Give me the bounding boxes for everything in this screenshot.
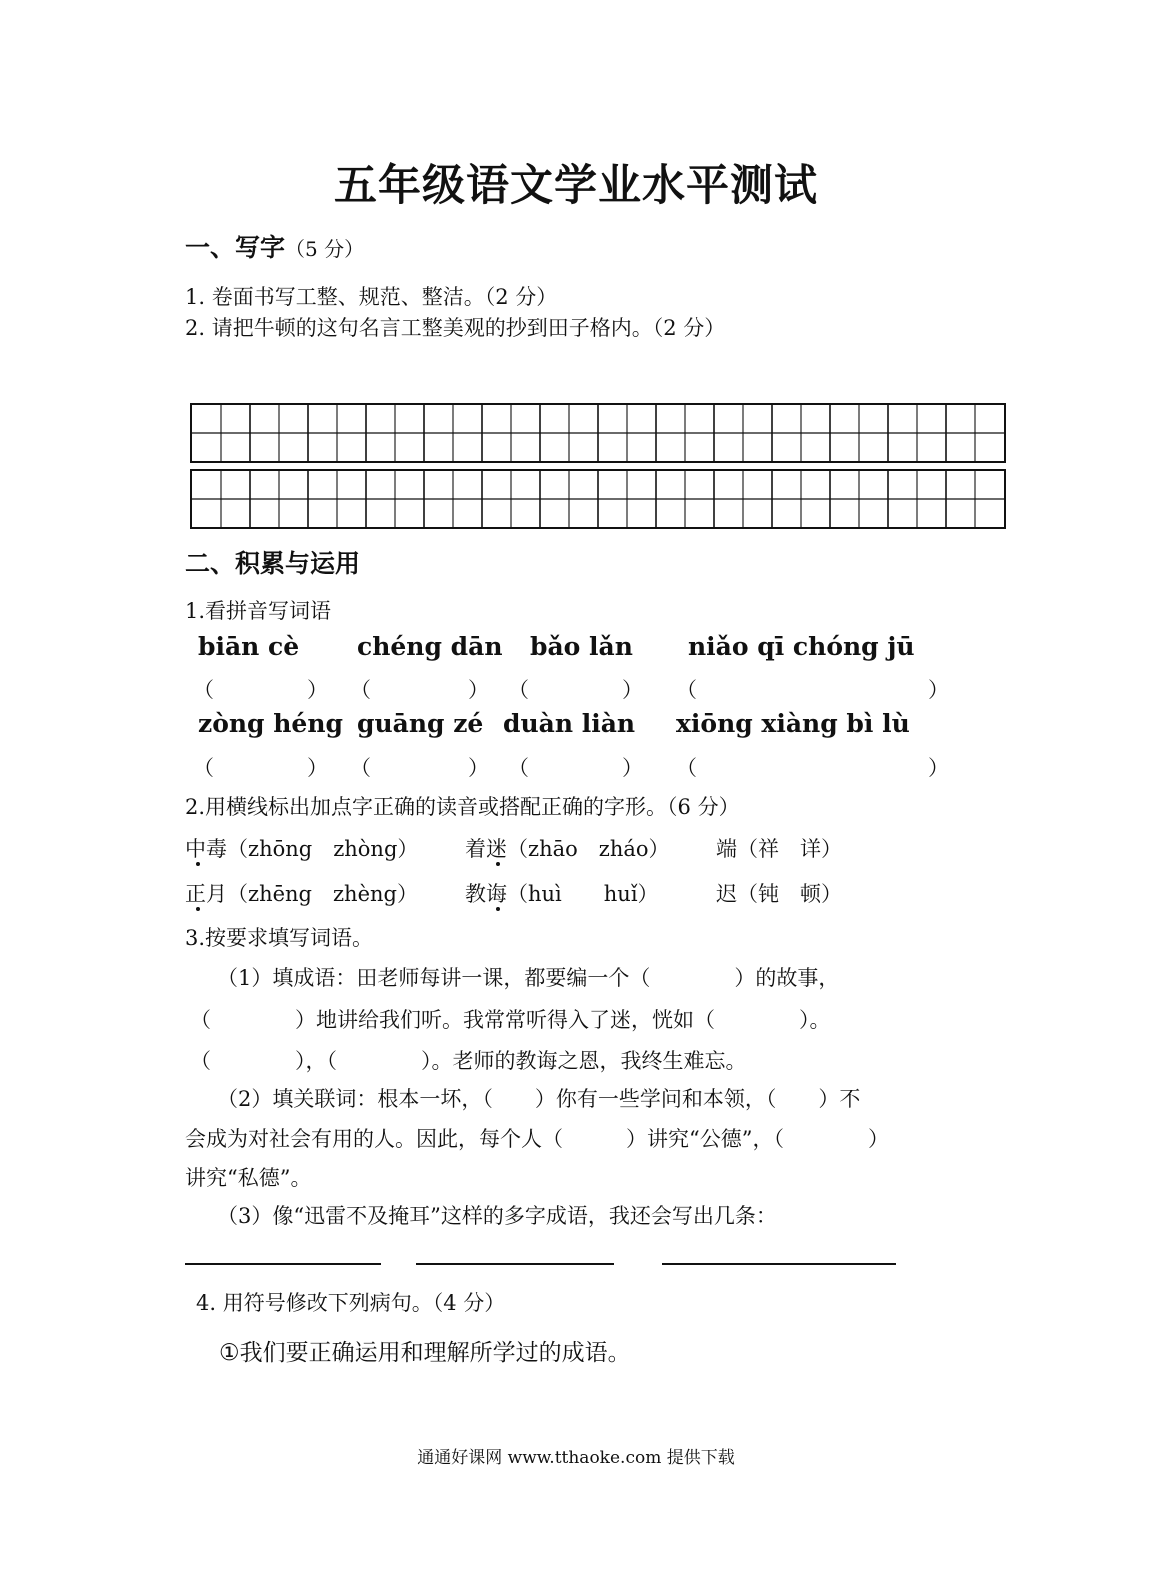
q2-option: 着迷（zhāo zháo） bbox=[465, 837, 670, 861]
q2-label: 2.用横线标出加点字正确的读音或搭配正确的字形。（6 分） bbox=[185, 795, 740, 819]
writing-grid-2[interactable] bbox=[190, 469, 1006, 529]
q3-line: （2）填关联词：根本一坏，（ ）你有一些学问和本领，（ ）不 bbox=[217, 1087, 861, 1111]
section1-heading-text: 一、写字 bbox=[185, 233, 286, 262]
answer-paren-open: （ bbox=[676, 678, 697, 702]
emphasis-dot bbox=[496, 862, 500, 866]
emphasis-dot bbox=[196, 907, 200, 911]
q3-line: （1）填成语：田老师每讲一课，都要编一个（ ）的故事， bbox=[217, 966, 840, 990]
pinyin-item: zòng héng bbox=[198, 709, 343, 738]
page-title: 五年级语文学业水平测试 bbox=[334, 161, 818, 211]
q2-option: 教诲（huì huǐ） bbox=[465, 882, 659, 906]
answer-paren-close: ） bbox=[307, 678, 328, 702]
section1-points: （5 分） bbox=[285, 237, 365, 261]
pinyin-item: niǎo qī chóng jū bbox=[688, 632, 915, 661]
footer-text: 通通好课网 www.tthaoke.com 提供下载 bbox=[417, 1448, 735, 1468]
section1-item-1: 1. 卷面书写工整、规范、整洁。（2 分） bbox=[185, 285, 558, 309]
writing-grid-1[interactable] bbox=[190, 403, 1006, 463]
pinyin-item: duàn liàn bbox=[503, 709, 636, 738]
answer-paren-open: （ bbox=[508, 756, 529, 780]
pinyin-item: chéng dān bbox=[357, 632, 503, 661]
answer-line[interactable] bbox=[416, 1263, 614, 1265]
q3-line: （ ）地讲给我们听。我常常听得入了迷，恍如（ ）。 bbox=[190, 1008, 831, 1032]
answer-paren-open: （ bbox=[193, 678, 214, 702]
q2-option: 正月（zhēng zhèng） bbox=[185, 882, 418, 906]
answer-line[interactable] bbox=[662, 1263, 896, 1265]
q3-line: 会成为对社会有用的人。因此，每个人（ ）讲究“公德”，（ ） bbox=[185, 1127, 889, 1151]
answer-paren-close: ） bbox=[307, 756, 328, 780]
answer-paren-open: （ bbox=[350, 678, 371, 702]
q3-line: （3）像“迅雷不及掩耳”这样的多字成语，我还会写出几条： bbox=[217, 1204, 777, 1228]
answer-paren-open: （ bbox=[350, 756, 371, 780]
emphasis-dot bbox=[196, 862, 200, 866]
q2-option: 迟（钝 顿） bbox=[716, 882, 842, 906]
q1-label: 1.看拼音写词语 bbox=[185, 599, 332, 623]
q3-line: 讲究“私德”。 bbox=[185, 1166, 312, 1190]
answer-paren-close: ） bbox=[928, 678, 949, 702]
q4-sentence: ①我们要正确运用和理解所学过的成语。 bbox=[219, 1340, 631, 1366]
answer-paren-open: （ bbox=[676, 756, 697, 780]
q2-option: 中毒（zhōng zhòng） bbox=[185, 837, 419, 861]
section1-heading bbox=[185, 228, 364, 264]
pinyin-item: bǎo lǎn bbox=[530, 632, 633, 661]
answer-paren-close: ） bbox=[622, 756, 643, 780]
answer-paren-close: ） bbox=[468, 756, 489, 780]
pinyin-item: xiōng xiàng bì lù bbox=[676, 709, 910, 738]
pinyin-item: biān cè bbox=[198, 632, 300, 661]
q3-label: 3.按要求填写词语。 bbox=[185, 926, 374, 950]
answer-paren-close: ） bbox=[928, 756, 949, 780]
q4-label: 4. 用符号修改下列病句。（4 分） bbox=[196, 1291, 506, 1315]
section2-heading: 二、积累与运用 bbox=[185, 549, 361, 578]
answer-paren-open: （ bbox=[508, 678, 529, 702]
answer-line[interactable] bbox=[185, 1263, 381, 1265]
answer-paren-open: （ bbox=[193, 756, 214, 780]
pinyin-item: guāng zé bbox=[357, 709, 484, 738]
section1-item-2: 2. 请把牛顿的这句名言工整美观的抄到田子格内。（2 分） bbox=[185, 316, 726, 340]
q2-option: 端（祥 详） bbox=[716, 837, 842, 861]
answer-paren-close: ） bbox=[468, 678, 489, 702]
answer-paren-close: ） bbox=[622, 678, 643, 702]
emphasis-dot bbox=[496, 907, 500, 911]
q3-line: （ ），（ ）。老师的教诲之恩，我终生难忘。 bbox=[190, 1049, 747, 1073]
